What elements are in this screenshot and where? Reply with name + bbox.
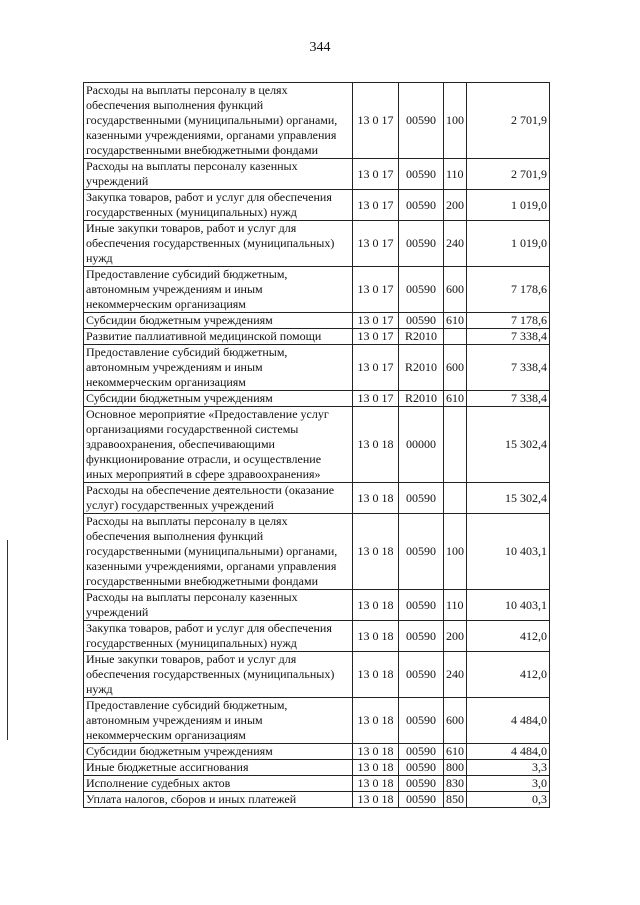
- table-row: [84, 345, 550, 391]
- row-expense-type: 600: [444, 345, 467, 391]
- table-row: [84, 590, 550, 621]
- row-program-code: 13 0 17: [353, 313, 399, 329]
- margin-line: [7, 540, 8, 740]
- row-article-code: R2010: [399, 329, 444, 345]
- row-program-code: 13 0 18: [353, 407, 399, 483]
- row-expense-type: 830: [444, 776, 467, 792]
- row-name: Основное мероприятие «Предоставление услуг организациями государственной системы здравоохранения, обеспечивающими функционирование отрасли, и осуществление иных мероприятий в сфере здравоохранения»: [84, 407, 353, 483]
- row-name: Субсидии бюджетным учреждениям: [84, 391, 353, 407]
- row-program-code: 13 0 18: [353, 483, 399, 514]
- row-name: Расходы на обеспечение деятельности (оказание услуг) государственных учреждений: [84, 483, 353, 514]
- row-amount: 4 484,0: [467, 698, 550, 744]
- table-row: [84, 83, 550, 159]
- row-expense-type: [444, 483, 467, 514]
- row-program-code: 13 0 18: [353, 792, 399, 808]
- row-expense-type: 610: [444, 313, 467, 329]
- row-expense-type: 600: [444, 698, 467, 744]
- table-row: [84, 652, 550, 698]
- row-amount: 7 338,4: [467, 329, 550, 345]
- row-article-code: 00590: [399, 792, 444, 808]
- budget-table: [83, 82, 550, 808]
- row-article-code: 00590: [399, 221, 444, 267]
- row-program-code: 13 0 17: [353, 345, 399, 391]
- row-amount: 7 338,4: [467, 391, 550, 407]
- row-name: Предоставление субсидий бюджетным, автономным учреждениям и иным некоммерческим организациям: [84, 267, 353, 313]
- row-amount: 2 701,9: [467, 159, 550, 190]
- row-amount: 15 302,4: [467, 407, 550, 483]
- row-article-code: 00590: [399, 159, 444, 190]
- row-amount: 1 019,0: [467, 221, 550, 267]
- row-program-code: 13 0 17: [353, 83, 399, 159]
- table-row: [84, 313, 550, 329]
- row-amount: 10 403,1: [467, 590, 550, 621]
- row-program-code: 13 0 18: [353, 652, 399, 698]
- row-expense-type: 850: [444, 792, 467, 808]
- table-row: [84, 792, 550, 808]
- row-name: Субсидии бюджетным учреждениям: [84, 313, 353, 329]
- row-program-code: 13 0 18: [353, 776, 399, 792]
- row-program-code: 13 0 18: [353, 514, 399, 590]
- row-amount: 3,0: [467, 776, 550, 792]
- table-row: [84, 776, 550, 792]
- row-name: Исполнение судебных актов: [84, 776, 353, 792]
- row-name: Иные закупки товаров, работ и услуг для обеспечения государственных (муниципальных) нужд: [84, 221, 353, 267]
- table-row: [84, 514, 550, 590]
- row-name: Субсидии бюджетным учреждениям: [84, 744, 353, 760]
- row-expense-type: 610: [444, 744, 467, 760]
- row-article-code: 00590: [399, 83, 444, 159]
- row-program-code: 13 0 17: [353, 159, 399, 190]
- row-expense-type: 610: [444, 391, 467, 407]
- row-name: Развитие паллиативной медицинской помощи: [84, 329, 353, 345]
- row-name: Расходы на выплаты персоналу казенных учреждений: [84, 159, 353, 190]
- row-article-code: 00590: [399, 652, 444, 698]
- row-amount: 1 019,0: [467, 190, 550, 221]
- row-article-code: 00590: [399, 313, 444, 329]
- table-row: [84, 159, 550, 190]
- row-expense-type: [444, 407, 467, 483]
- row-program-code: 13 0 17: [353, 190, 399, 221]
- row-article-code: 00590: [399, 267, 444, 313]
- row-name: Предоставление субсидий бюджетным, автономным учреждениям и иным некоммерческим организациям: [84, 345, 353, 391]
- row-expense-type: 240: [444, 652, 467, 698]
- row-name: Закупка товаров, работ и услуг для обеспечения государственных (муниципальных) нужд: [84, 190, 353, 221]
- row-amount: 412,0: [467, 652, 550, 698]
- row-name: Предоставление субсидий бюджетным, автономным учреждениям и иным некоммерческим организациям: [84, 698, 353, 744]
- row-article-code: 00590: [399, 621, 444, 652]
- row-program-code: 13 0 17: [353, 221, 399, 267]
- row-name: Расходы на выплаты персоналу в целях обеспечения выполнения функций государственными (муниципальными) органами, казенными учреждениями, органами управления государственными внебюджетными фондами: [84, 83, 353, 159]
- row-expense-type: [444, 329, 467, 345]
- row-amount: 3,3: [467, 760, 550, 776]
- row-program-code: 13 0 18: [353, 760, 399, 776]
- table-row: [84, 329, 550, 345]
- row-article-code: R2010: [399, 345, 444, 391]
- row-name: Расходы на выплаты персоналу казенных учреждений: [84, 590, 353, 621]
- row-article-code: 00590: [399, 760, 444, 776]
- row-name: Уплата налогов, сборов и иных платежей: [84, 792, 353, 808]
- row-article-code: 00590: [399, 698, 444, 744]
- row-amount: 7 338,4: [467, 345, 550, 391]
- row-expense-type: 110: [444, 590, 467, 621]
- row-program-code: 13 0 17: [353, 391, 399, 407]
- row-amount: 7 178,6: [467, 313, 550, 329]
- table-row: [84, 621, 550, 652]
- row-expense-type: 100: [444, 83, 467, 159]
- table-row: [84, 744, 550, 760]
- row-program-code: 13 0 17: [353, 267, 399, 313]
- row-name: Иные закупки товаров, работ и услуг для обеспечения государственных (муниципальных) нужд: [84, 652, 353, 698]
- row-expense-type: 200: [444, 621, 467, 652]
- row-expense-type: 600: [444, 267, 467, 313]
- row-amount: 7 178,6: [467, 267, 550, 313]
- row-amount: 2 701,9: [467, 83, 550, 159]
- row-name: Закупка товаров, работ и услуг для обеспечения государственных (муниципальных) нужд: [84, 621, 353, 652]
- row-program-code: 13 0 17: [353, 329, 399, 345]
- table-row: [84, 267, 550, 313]
- row-article-code: R2010: [399, 391, 444, 407]
- row-program-code: 13 0 18: [353, 698, 399, 744]
- row-article-code: 00590: [399, 744, 444, 760]
- row-expense-type: 110: [444, 159, 467, 190]
- row-article-code: 00590: [399, 514, 444, 590]
- table-row: [84, 698, 550, 744]
- row-article-code: 00000: [399, 407, 444, 483]
- row-amount: 0,3: [467, 792, 550, 808]
- row-program-code: 13 0 18: [353, 621, 399, 652]
- table-row: [84, 407, 550, 483]
- row-article-code: 00590: [399, 483, 444, 514]
- row-amount: 412,0: [467, 621, 550, 652]
- row-name: Иные бюджетные ассигнования: [84, 760, 353, 776]
- row-expense-type: 240: [444, 221, 467, 267]
- row-expense-type: 200: [444, 190, 467, 221]
- row-amount: 10 403,1: [467, 514, 550, 590]
- table-row: [84, 483, 550, 514]
- table-row: [84, 221, 550, 267]
- table-row: [84, 760, 550, 776]
- row-program-code: 13 0 18: [353, 744, 399, 760]
- row-program-code: 13 0 18: [353, 590, 399, 621]
- row-expense-type: 800: [444, 760, 467, 776]
- row-article-code: 00590: [399, 776, 444, 792]
- row-article-code: 00590: [399, 590, 444, 621]
- row-article-code: 00590: [399, 190, 444, 221]
- row-amount: 4 484,0: [467, 744, 550, 760]
- table-row: [84, 190, 550, 221]
- row-expense-type: 100: [444, 514, 467, 590]
- page-number: 344: [309, 40, 331, 55]
- row-name: Расходы на выплаты персоналу в целях обеспечения выполнения функций государственными (муниципальными) органами, казенными учреждениями, органами управления государственными внебюджетными фондами: [84, 514, 353, 590]
- row-amount: 15 302,4: [467, 483, 550, 514]
- table-row: [84, 391, 550, 407]
